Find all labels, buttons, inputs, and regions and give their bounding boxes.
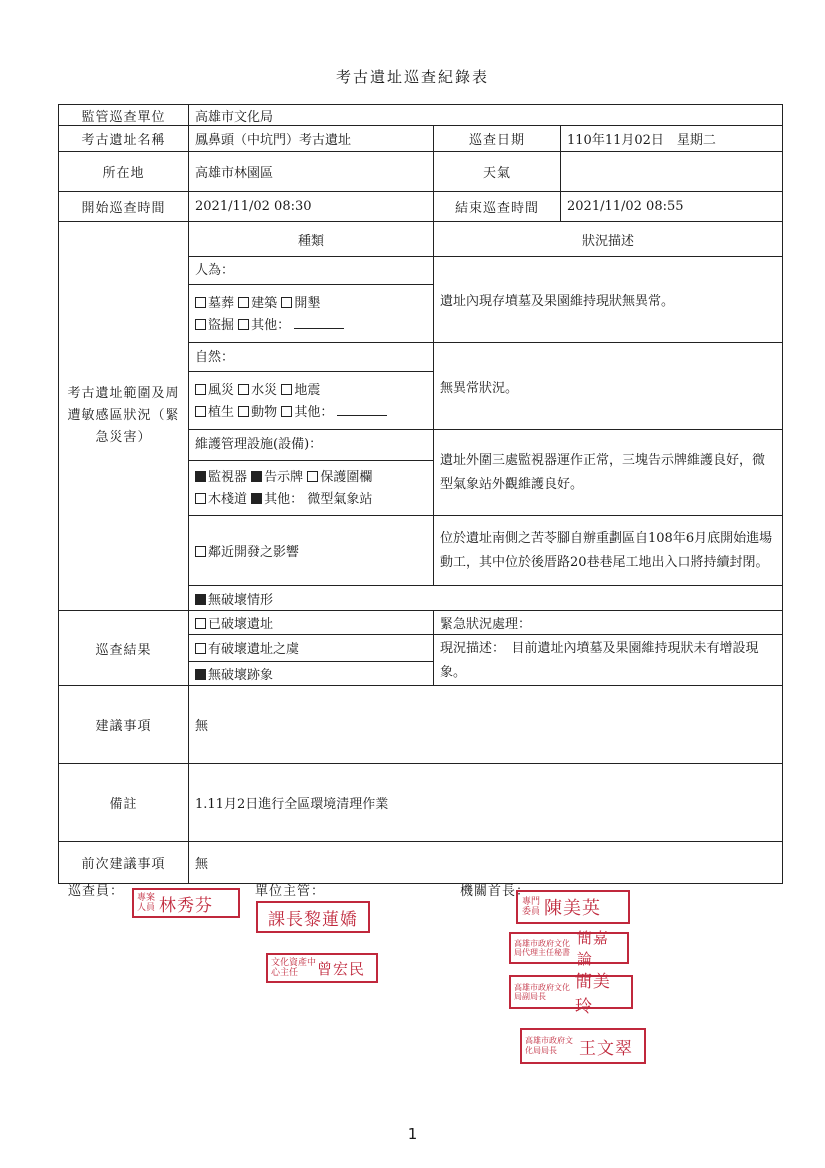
option-natural-other: 其他： — [294, 404, 334, 420]
option-reclaim: 開墾 — [294, 296, 321, 311]
option-boardwalk: 木棧道 — [208, 492, 248, 507]
end-value: 2021/11/02 08:55 — [561, 192, 783, 222]
site-label: 考古遺址名稱 — [59, 126, 189, 152]
option-nearby: 鄰近開發之影響 — [208, 545, 300, 560]
row-unit — [59, 105, 783, 126]
site-value: 鳳鼻頭（中坑門）考古遺址 — [189, 126, 434, 152]
row-remark — [59, 764, 783, 842]
checkbox-plant[interactable] — [195, 406, 206, 417]
row-time — [59, 192, 783, 222]
option-wind: 風災 — [208, 382, 235, 398]
natural-cell — [189, 343, 434, 430]
page-number: 1 — [407, 1125, 418, 1143]
result-option-cell — [189, 635, 434, 662]
option-animal: 動物 — [251, 404, 278, 420]
option-flood: 水災 — [251, 382, 278, 398]
checkbox-no-damage[interactable] — [195, 594, 206, 605]
date-value: 110年11月02日 星期二 — [561, 126, 783, 152]
blank-line — [337, 405, 387, 416]
option-building: 建築 — [251, 296, 278, 311]
option-looting: 盜掘 — [208, 318, 235, 333]
remark-value: 1.11月2日進行全區環境清理作業 — [189, 764, 783, 842]
option-signboard: 告示牌 — [264, 470, 304, 485]
checkbox-animal[interactable] — [238, 406, 249, 417]
suggest-label: 建議事項 — [59, 686, 189, 764]
checkbox-reclaim[interactable] — [281, 297, 292, 308]
supervisor-label: 單位主管： — [255, 884, 326, 899]
emergency-label: 緊急狀況處理： — [434, 611, 783, 635]
stamp-inspector: 專案人員 林秀芬 — [132, 888, 240, 918]
checkbox-human-other[interactable] — [238, 319, 249, 330]
inspection-form — [58, 104, 783, 884]
facility-heading: 維護管理設施(設備)： — [189, 430, 433, 461]
result-option-cell — [189, 661, 434, 685]
human-cell — [189, 257, 434, 343]
checkbox-quake[interactable] — [281, 384, 292, 395]
option-quake: 地震 — [294, 382, 321, 398]
human-options — [189, 285, 433, 341]
col-desc-header: 狀況描述 — [434, 222, 783, 257]
facility-cell — [189, 430, 434, 516]
start-label: 開始巡查時間 — [59, 192, 189, 222]
checkbox-looting[interactable] — [195, 319, 206, 330]
checkbox-destroyed[interactable] — [195, 618, 206, 629]
result-label: 巡查結果 — [59, 611, 189, 686]
location-label: 所在地 — [59, 152, 189, 192]
option-at-risk: 有破壞遺址之虞 — [208, 642, 300, 658]
result-desc: 現況描述： 目前遺址內墳墓及果園維持現狀未有增設現象。 — [434, 635, 783, 686]
human-desc: 遺址內現存墳墓及果園維持現狀無異常。 — [434, 257, 783, 343]
weather-value — [561, 152, 783, 192]
no-damage-label: 無破壞情形 — [208, 592, 274, 608]
stamp-deputy-director: 高雄市政府文化局副局長 簡美玲 — [509, 975, 633, 1009]
row-suggest — [59, 686, 783, 764]
option-plant: 植生 — [208, 404, 235, 420]
checkbox-wind[interactable] — [195, 384, 206, 395]
natural-desc: 無異常狀況。 — [434, 343, 783, 430]
unit-value: 高雄市文化局 — [189, 105, 783, 126]
row-result-1 — [59, 611, 783, 635]
result-option-cell — [189, 611, 434, 635]
natural-options — [189, 372, 433, 428]
checkbox-cctv[interactable] — [195, 471, 206, 482]
row-prev — [59, 842, 783, 884]
stamp-center-director: 文化資產中心主任 曾宏民 — [266, 953, 378, 983]
checkbox-signboard[interactable] — [251, 471, 262, 482]
prev-label: 前次建議事項 — [59, 842, 189, 884]
human-heading: 人為： — [189, 258, 433, 285]
facility-options — [189, 461, 433, 515]
remark-label: 備註 — [59, 764, 189, 842]
checkbox-at-risk[interactable] — [195, 643, 206, 654]
checkbox-flood[interactable] — [238, 384, 249, 395]
checkbox-fence[interactable] — [307, 471, 318, 482]
no-damage-cell — [189, 586, 783, 611]
date-label: 巡查日期 — [434, 126, 561, 152]
unit-label: 監管巡查單位 — [59, 105, 189, 126]
stamp-acting-secretary: 高雄市政府文化局代理主任秘書 簡嘉論 — [509, 932, 629, 964]
option-cctv: 監視器 — [208, 470, 248, 485]
checkbox-building[interactable] — [238, 297, 249, 308]
inspector-label: 巡查員： — [68, 884, 125, 899]
head-label: 機關首長： — [460, 884, 531, 899]
checkbox-facility-other[interactable] — [251, 493, 262, 504]
row-status-head — [59, 222, 783, 257]
option-human-other: 其他： — [251, 318, 291, 333]
suggest-value: 無 — [189, 686, 783, 764]
form-title: 考古遺址巡查紀錄表 — [335, 68, 489, 86]
status-label: 考古遺址範圍及周遭敏感區狀況（緊急災害） — [59, 222, 189, 611]
checkbox-nearby[interactable] — [195, 546, 206, 557]
end-label: 結束巡查時間 — [434, 192, 561, 222]
stamp-commissioner: 專門委員 陳美英 — [516, 890, 630, 924]
prev-value: 無 — [189, 842, 783, 884]
natural-heading: 自然： — [189, 345, 433, 372]
row-site — [59, 126, 783, 152]
col-type-header: 種類 — [189, 222, 434, 257]
nearby-cell — [189, 516, 434, 586]
row-location — [59, 152, 783, 192]
blank-line — [294, 318, 344, 329]
stamp-section-chief: 課長黎蓮嬌 — [256, 901, 370, 933]
facility-other-value: 微型氣象站 — [307, 492, 373, 507]
option-fence: 保護圍欄 — [320, 470, 373, 485]
option-facility-other: 其他： — [264, 492, 304, 507]
stamp-director: 高雄市政府文化局局長 王文翠 — [520, 1028, 646, 1064]
facility-desc: 遺址外圍三處監視器運作正常，三塊告示牌維護良好，微型氣象站外觀維護良好。 — [434, 430, 783, 516]
checkbox-no-trace[interactable] — [195, 669, 206, 680]
location-value: 高雄市林園區 — [189, 152, 434, 192]
weather-label: 天氣 — [434, 152, 561, 192]
checkbox-natural-other[interactable] — [281, 406, 292, 417]
option-destroyed: 已破壞遺址 — [208, 617, 274, 632]
option-burial: 墓葬 — [208, 296, 235, 311]
checkbox-burial[interactable] — [195, 297, 206, 308]
checkbox-boardwalk[interactable] — [195, 493, 206, 504]
nearby-desc: 位於遺址南側之苦苓腳自辦重劃區自108年6月底開始進場動工，其中位於後厝路20巷巷尾工地出入口將持續封閉。 — [434, 516, 783, 586]
option-no-trace: 無破壞跡象 — [208, 667, 274, 683]
start-value: 2021/11/02 08:30 — [189, 192, 434, 222]
